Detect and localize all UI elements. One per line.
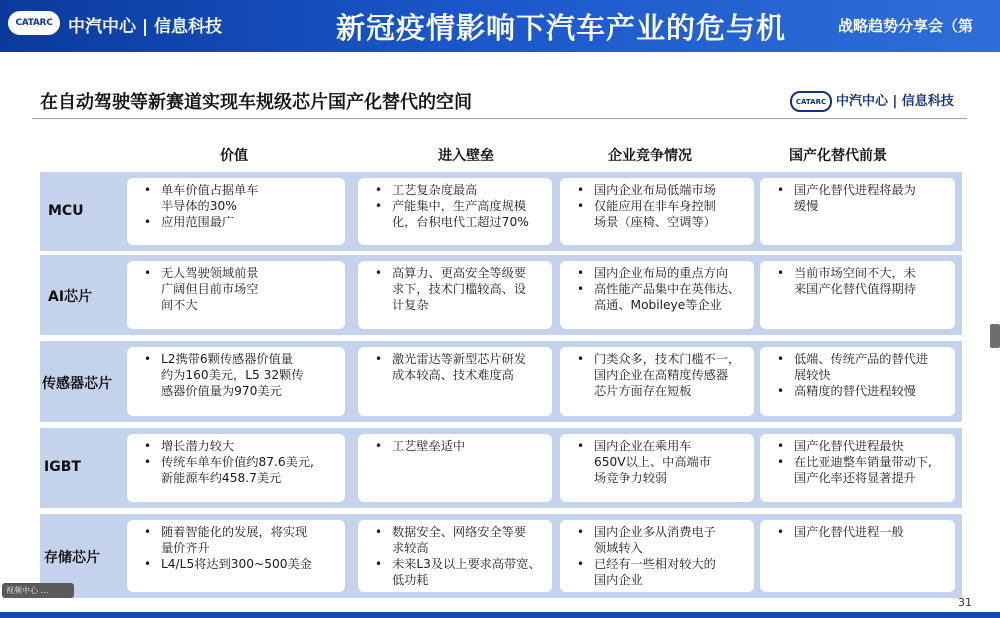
bullet-continuation: 广阔但目前市场空 [161,282,259,296]
column-header: 企业竞争情况 [608,148,692,164]
bullet-item: • 随着智能化的发展，将实现 [137,524,339,540]
row-label: IGBT [44,459,81,475]
cell-bullet-list [770,438,949,486]
bullet-continuation: 缓慢 [794,199,819,213]
bullet-item: • 国内企业多从消费电子 [570,524,748,540]
bullet-item: • 国产化替代进程最快 [770,438,949,454]
bullet-continuation: 国内企业在高精度传感器 [594,368,729,382]
table-cell [560,261,754,329]
slide-title: 在自动驾驶等新赛道实现车规级芯片国产化替代的空间 [40,92,472,113]
cell-bullet-list [570,182,748,230]
table-cell [760,261,955,329]
bullet-item: • 国内企业布局低端市场 [570,182,748,198]
bullet-item: • 未来L3及以上要求高带宽、 [368,556,546,572]
table-cell [358,347,552,416]
bullet-continuation: 求较高 [392,541,429,555]
cell-bullet-list [137,524,339,572]
table-cell [358,434,552,502]
bullet-continuation: 半导体的30% [161,199,237,213]
bullet-continuation: 低功耗 [392,573,429,587]
bullet-item: • 当前市场空间不大，未 [770,265,949,281]
bullet-item: • 工艺壁垒适中 [368,438,546,454]
bullet-item: • 国产化替代进程一般 [770,524,949,540]
bullet-continuation: 化，台积电代工超过70% [392,215,529,229]
bullet-item: • 低端、传统产品的替代进 [770,351,949,367]
bullet-item: • 高性能产品集中在英伟达、 [570,281,748,297]
bullet-item: • 高精度的替代进程较慢 [770,383,949,399]
cell-bullet-list [570,351,748,399]
cell-bullet-list [137,351,339,399]
bullet-item: • 仅能应用在非车身控制 [570,198,748,214]
title-divider [32,118,967,119]
cell-bullet-list [368,524,546,588]
bullet-continuation: 场景（座椅、空调等） [594,215,716,229]
bullet-continuation: 计复杂 [392,298,429,312]
cell-bullet-list [368,182,546,230]
scroll-handle[interactable] [990,324,1000,348]
row-label: AI芯片 [48,289,93,305]
bullet-item: • 增长潜力较大 [137,438,339,454]
table-cell [760,520,955,592]
bullet-continuation: 感器价值量为970美元 [161,384,282,398]
column-header: 价值 [220,148,248,164]
page-number: 31 [958,596,972,609]
table-cell [127,347,345,416]
cell-bullet-list [770,182,949,214]
table-cell [560,520,754,592]
cell-bullet-list [570,438,748,486]
bullet-item: • 高算力、更高安全等级要 [368,265,546,281]
cell-bullet-list [770,351,949,399]
bullet-continuation: 场竞争力较弱 [594,471,668,485]
table-cell [127,434,345,502]
top-banner [0,0,1000,52]
bullet-item: • 产能集中，生产高度规模 [368,198,546,214]
table-cell [127,520,345,592]
banner-title: 新冠疫情影响下汽车产业的危与机 [336,11,787,45]
bullet-item: • L2携带6颗传感器价值量 [137,351,339,367]
bullet-continuation: 领域转入 [594,541,643,555]
bullet-item: • 数据安全、网络安全等要 [368,524,546,540]
row-label: 传感器芯片 [42,375,112,392]
bullet-continuation: 国内企业 [594,573,643,587]
table-cell [127,178,345,245]
slide-org-name: 中汽中心 | 信息科技 [836,94,954,109]
bullet-item: • 单车价值占据单车 [137,182,339,198]
cell-bullet-list [770,265,949,297]
bullet-item: • 应用范围最广 [137,214,339,230]
table-cell [760,347,955,416]
bullet-continuation: 新能源车约458.7美元 [161,471,282,485]
bullet-continuation: 650V以上、中高端市 [594,455,711,469]
bullet-item: • 国产化替代进程将最为 [770,182,949,198]
bullet-continuation: 量价齐升 [161,541,210,555]
catarc-logo: CATARC [8,11,60,35]
bullet-continuation: 约为160美元，L5 32颗传 [161,368,304,382]
bullet-item: • 门类众多，技术门槛不一， [570,351,748,367]
table-cell [358,178,552,245]
bullet-item: • 激光雷达等新型芯片研发 [368,351,546,367]
cell-bullet-list [770,524,949,540]
cell-bullet-list [570,524,748,588]
table-cell [760,178,955,245]
slide-catarc-logo: CATARC [790,91,832,112]
table-cell [358,520,552,592]
bullet-item: • 工艺复杂度最高 [368,182,546,198]
cell-bullet-list [368,351,546,383]
cell-bullet-list [570,265,748,313]
table-cell [127,261,345,329]
banner-org-name: 中汽中心 | 信息科技 [68,17,223,37]
bullet-item: • 国内企业布局的重点方向 [570,265,748,281]
video-player-chip[interactable]: 视频中心 … [2,583,74,598]
bullet-continuation: 展较快 [794,368,831,382]
bullet-continuation: 芯片方面存在短板 [594,384,692,398]
bullet-continuation: 求下，技术门槛较高、设 [392,282,527,296]
column-header: 进入壁垒 [438,148,494,164]
bullet-item: • 无人驾驶领域前景 [137,265,339,281]
row-label: MCU [48,202,84,219]
cell-bullet-list [368,438,546,454]
table-cell [560,178,754,245]
banner-event-name: 战略趋势分享会（第 [838,17,974,35]
bullet-continuation: 高通、Mobileye等企业 [594,298,722,312]
bullet-item: • 国内企业在乘用车 [570,438,748,454]
bottom-divider [0,612,1000,618]
cell-bullet-list [137,265,339,313]
table-cell [358,261,552,329]
bullet-continuation: 成本较高、技术难度高 [392,368,514,382]
bullet-continuation: 间不大 [161,298,198,312]
bullet-item: • 在比亚迪整车销量带动下, [770,454,949,470]
bullet-item: • 已经有一些相对较大的 [570,556,748,572]
cell-bullet-list [137,182,339,230]
bullet-continuation: 国产化率还将显著提升 [794,471,916,485]
bullet-continuation: 来国产化替代值得期待 [794,282,916,296]
table-cell [760,434,955,502]
table-cell [560,434,754,502]
table-cell [560,347,754,416]
column-header: 国产化替代前景 [789,148,887,164]
row-label: 存储芯片 [44,550,100,566]
bullet-item: • L4/L5将达到300~500美金 [137,556,339,572]
bullet-item: • 传统车单车价值约87.6美元, [137,454,339,470]
cell-bullet-list [137,438,339,486]
cell-bullet-list [368,265,546,313]
